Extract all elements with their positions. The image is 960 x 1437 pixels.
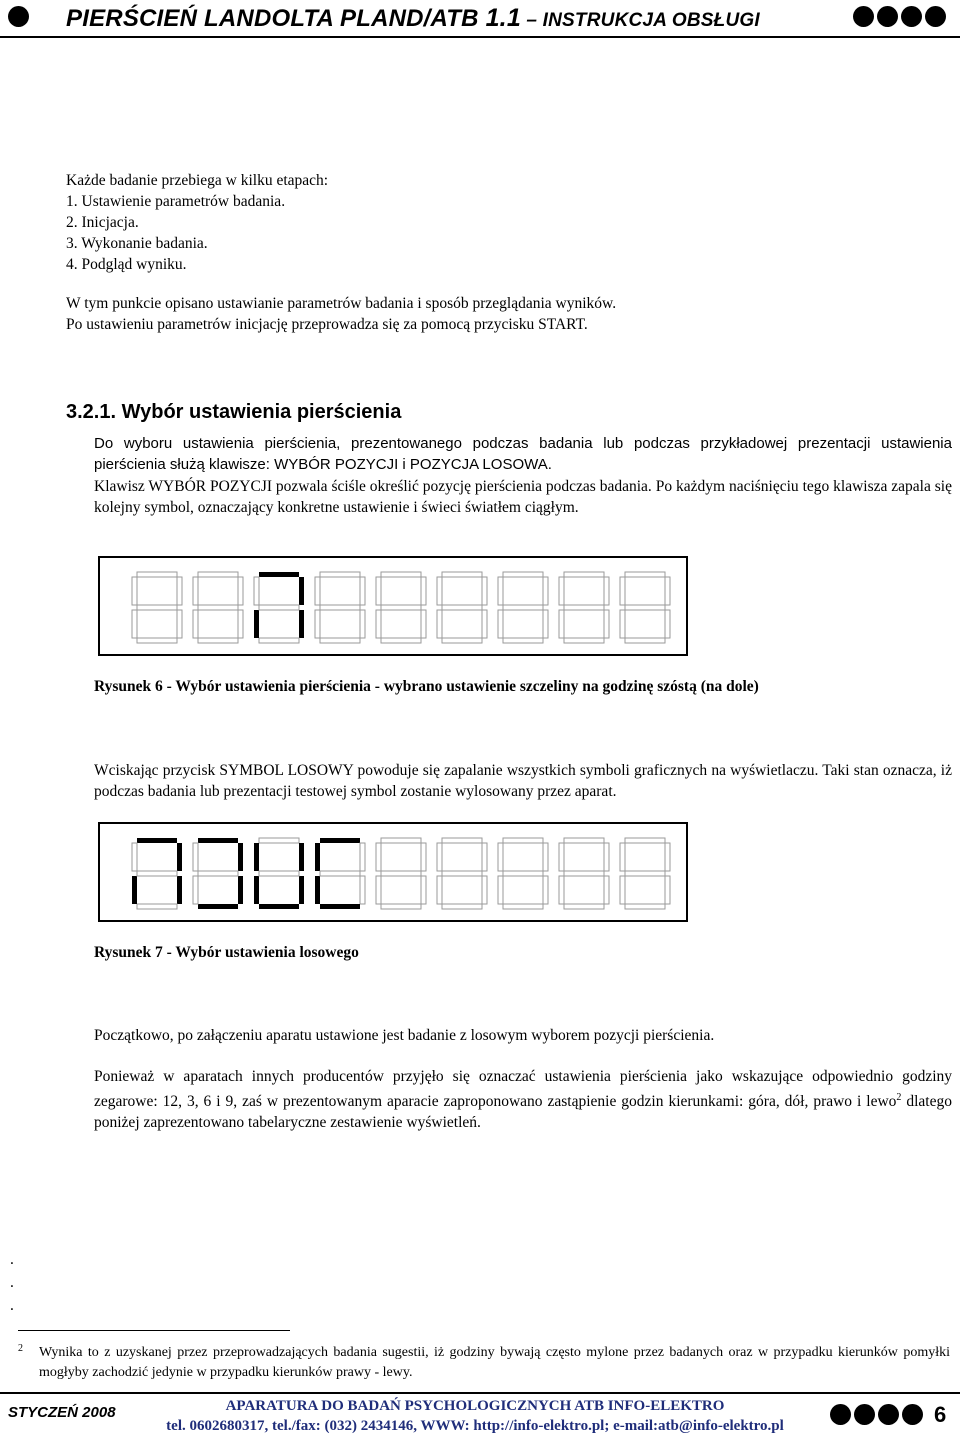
segment-e-off bbox=[498, 876, 503, 904]
segment-g-off bbox=[503, 605, 543, 610]
segment-f-off bbox=[254, 577, 259, 605]
paragraph: Początkowo, po załączeniu aparatu ustawione jest badanie z losowym wyborem pozycji pierścienia. bbox=[94, 1027, 715, 1044]
list-item: 4. Podgląd wyniku. bbox=[66, 256, 187, 273]
segment-g-off bbox=[137, 871, 177, 876]
bullet-icon bbox=[830, 1404, 851, 1425]
segment-a-off bbox=[442, 838, 482, 843]
list-item: 3. Wykonanie badania. bbox=[66, 235, 208, 252]
segment-g-off bbox=[259, 871, 299, 876]
segment-e-lit bbox=[315, 876, 320, 904]
segment-g-off bbox=[198, 605, 238, 610]
segment-g-off bbox=[137, 605, 177, 610]
segment-e-off bbox=[376, 876, 381, 904]
segment-c-off bbox=[604, 610, 609, 638]
section-heading: 3.2.1. Wybór ustawienia pierścienia bbox=[66, 401, 402, 423]
list-item: 1. Ustawienie parametrów badania. bbox=[66, 193, 286, 210]
segment-c-lit bbox=[299, 610, 304, 638]
footnote-text: Wynika to z uzyskanej przez przeprowadzających badania sugestii, iż godziny bywają często mylone przez badanych oraz w przypadku kierunków pomyłki mogłyby zachodzić jedynie w przypadku kierunków prawy - lewy. bbox=[39, 1345, 950, 1380]
paragraph: Po ustawieniu parametrów inicjację przeprowadza się za pomocą przycisku START. bbox=[66, 316, 588, 333]
segment-a-lit bbox=[259, 572, 299, 577]
segment-b-lit bbox=[299, 577, 304, 605]
segment-f-off bbox=[498, 577, 503, 605]
segment-f-off bbox=[620, 843, 625, 871]
footer-date: STYCZEŃ 2008 bbox=[8, 1404, 116, 1421]
footnote bbox=[18, 1343, 950, 1383]
intro-lead: Każde badanie przebiega w kilku etapach: bbox=[66, 172, 329, 189]
display-segments bbox=[100, 558, 686, 654]
segment-a-lit bbox=[137, 838, 177, 843]
document-title bbox=[66, 4, 760, 33]
segment-b-off bbox=[421, 843, 426, 871]
paragraph: Wciskając przycisk SYMBOL LOSOWY powoduje się zapalanie wszystkich symboli graficznych na wyświetlaczu. Taki stan oznacza, iż podczas badania lub prezentacji testowej symbol zostanie wylosowany przez aparat. bbox=[94, 762, 952, 800]
figure-caption: Rysunek 6 - Wybór ustawienia pierścienia - wybrano ustawienie szczeliny na godzinę szóstą (na dole) bbox=[94, 678, 759, 695]
segment-g-off bbox=[442, 871, 482, 876]
title-part: PIERŚCIEŃ LANDOLTA PLAND/ATB bbox=[66, 5, 486, 32]
segment-g-off bbox=[320, 871, 360, 876]
segment-d-off bbox=[503, 904, 543, 909]
segment-f-off bbox=[376, 843, 381, 871]
footnote-mark: 2 bbox=[18, 1343, 23, 1354]
figure-caption: Rysunek 7 - Wybór ustawienia losowego bbox=[94, 944, 359, 961]
segment-g-off bbox=[381, 605, 421, 610]
segment-e-off bbox=[620, 876, 625, 904]
segment-e-lit bbox=[254, 876, 259, 904]
segment-f-off bbox=[437, 577, 442, 605]
segment-b-off bbox=[360, 577, 365, 605]
segment-f-off bbox=[315, 577, 320, 605]
segment-b-off bbox=[665, 577, 670, 605]
segment-d-off bbox=[625, 638, 665, 643]
segment-c-off bbox=[177, 610, 182, 638]
paragraph: Do wyboru ustawienia pierścienia, prezentowanego podczas badania lub podczas przykładowej prezentacji ustawienia pierścienia służą klawisze: WYBÓR POZYCJI i POZYCJA LOSOWA. bbox=[94, 435, 952, 473]
segment-d-lit bbox=[259, 904, 299, 909]
segment-a-off bbox=[625, 838, 665, 843]
segment-d-off bbox=[564, 904, 604, 909]
segment-a-lit bbox=[198, 838, 238, 843]
segment-c-lit bbox=[177, 876, 182, 904]
bullet-icon bbox=[877, 6, 898, 27]
segment-a-off bbox=[381, 838, 421, 843]
segment-e-off bbox=[559, 610, 564, 638]
footnote-ref: 2 bbox=[896, 1092, 902, 1103]
page-number: 6 bbox=[934, 1402, 947, 1427]
segment-a-off bbox=[564, 838, 604, 843]
segment-f-off bbox=[376, 577, 381, 605]
segment-f-off bbox=[620, 577, 625, 605]
seven-segment-display bbox=[98, 822, 688, 922]
segment-g-off bbox=[564, 605, 604, 610]
segment-b-off bbox=[543, 843, 548, 871]
segment-f-off bbox=[559, 577, 564, 605]
segment-f-off bbox=[132, 843, 137, 871]
segment-f-off bbox=[193, 577, 198, 605]
segment-e-off bbox=[132, 610, 137, 638]
segment-c-off bbox=[360, 876, 365, 904]
segment-b-off bbox=[482, 577, 487, 605]
bullet-icon bbox=[8, 6, 29, 27]
bullet-icon bbox=[853, 6, 874, 27]
segment-e-off bbox=[559, 876, 564, 904]
segment-d-off bbox=[137, 638, 177, 643]
segment-c-off bbox=[238, 610, 243, 638]
page-header bbox=[0, 0, 960, 36]
segment-d-off bbox=[381, 638, 421, 643]
segment-c-off bbox=[604, 876, 609, 904]
segment-g-off bbox=[503, 871, 543, 876]
bullet-icon bbox=[925, 6, 946, 27]
segment-a-off bbox=[503, 572, 543, 577]
segment-e-off bbox=[376, 610, 381, 638]
segment-d-lit bbox=[198, 904, 238, 909]
segment-e-off bbox=[437, 876, 442, 904]
paragraph: Klawisz WYBÓR POZYCJI pozwala ściśle określić pozycję pierścienia podczas badania. Po każdym naciśnięciu tego klawisza zapala się kolejny symbol, oznaczający konkretne ustawienie i świeci światłem ciągłym. bbox=[94, 478, 952, 516]
segment-e-off bbox=[498, 610, 503, 638]
segment-g-off bbox=[625, 605, 665, 610]
segment-a-off bbox=[198, 572, 238, 577]
seven-segment-display bbox=[98, 556, 688, 656]
segment-b-off bbox=[360, 843, 365, 871]
segment-a-lit bbox=[320, 838, 360, 843]
segment-b-off bbox=[482, 843, 487, 871]
segment-c-off bbox=[482, 876, 487, 904]
segment-b-off bbox=[421, 577, 426, 605]
segment-g-off bbox=[198, 871, 238, 876]
list-item: 2. Inicjacja. bbox=[66, 214, 139, 231]
segment-b-lit bbox=[177, 843, 182, 871]
segment-c-off bbox=[360, 610, 365, 638]
bullet-icon bbox=[901, 6, 922, 27]
title-version: 1.1 bbox=[485, 4, 521, 32]
segment-d-lit bbox=[320, 904, 360, 909]
segment-a-off bbox=[625, 572, 665, 577]
dot-marker: . bbox=[10, 1274, 14, 1291]
segment-d-off bbox=[442, 638, 482, 643]
segment-g-off bbox=[442, 605, 482, 610]
segment-a-off bbox=[320, 572, 360, 577]
dot-marker: . bbox=[10, 1297, 14, 1314]
footer-company-name: APARATURA DO BADAŃ PSYCHOLOGICZNYCH ATB INFO-ELEKTRO bbox=[225, 1398, 725, 1414]
segment-d-off bbox=[259, 638, 299, 643]
segment-f-off bbox=[498, 843, 503, 871]
segment-e-off bbox=[193, 876, 198, 904]
segment-c-off bbox=[482, 610, 487, 638]
segment-b-off bbox=[238, 577, 243, 605]
segment-c-off bbox=[665, 610, 670, 638]
segment-d-off bbox=[137, 904, 177, 909]
segment-b-off bbox=[665, 843, 670, 871]
segment-e-off bbox=[620, 610, 625, 638]
segment-a-off bbox=[259, 838, 299, 843]
segment-c-off bbox=[543, 610, 548, 638]
segment-e-lit bbox=[132, 876, 137, 904]
header-rule bbox=[0, 36, 960, 38]
segment-c-off bbox=[665, 876, 670, 904]
segment-a-off bbox=[442, 572, 482, 577]
segment-d-off bbox=[381, 904, 421, 909]
segment-a-off bbox=[503, 838, 543, 843]
segment-f-off bbox=[559, 843, 564, 871]
segment-d-off bbox=[564, 638, 604, 643]
segment-g-off bbox=[381, 871, 421, 876]
segment-e-off bbox=[315, 610, 320, 638]
segment-f-lit bbox=[254, 843, 259, 871]
bullet-icon bbox=[854, 1404, 875, 1425]
segment-g-off bbox=[259, 605, 299, 610]
paragraph-text: dlatego poniżej zaprezentowano tabelaryczne zestawienie wyświetleń. bbox=[94, 1093, 952, 1132]
segment-e-off bbox=[193, 610, 198, 638]
footer-company bbox=[150, 1396, 800, 1436]
segment-f-off bbox=[193, 843, 198, 871]
segment-b-lit bbox=[299, 843, 304, 871]
segment-a-off bbox=[381, 572, 421, 577]
segment-d-off bbox=[503, 638, 543, 643]
segment-f-lit bbox=[315, 843, 320, 871]
segment-c-off bbox=[421, 876, 426, 904]
display-segments bbox=[100, 824, 686, 920]
segment-d-off bbox=[198, 638, 238, 643]
footnote-rule bbox=[18, 1330, 290, 1331]
segment-c-lit bbox=[238, 876, 243, 904]
segment-c-lit bbox=[299, 876, 304, 904]
footer-contact: tel. 0602680317, tel./fax: (032) 2434146, WWW: http://info-elektro.pl; e-mail:atb@info-elektro.pl bbox=[166, 1418, 784, 1434]
segment-d-off bbox=[320, 638, 360, 643]
segment-e-off bbox=[437, 610, 442, 638]
bullet-icon bbox=[902, 1404, 923, 1425]
segment-e-lit bbox=[254, 610, 259, 638]
paragraph-text: Ponieważ w aparatach innych producentów przyjęło się oznaczać ustawienia pierścienia jako wskazujące odpowiednio godziny zegarowe: 12, 3, 6 i 9, zaś w prezentowanym aparacie zaproponowano zastąpienie godzin kierunkami: góra, dół, prawo i lewo bbox=[94, 1068, 952, 1111]
segment-g-off bbox=[564, 871, 604, 876]
segment-a-off bbox=[564, 572, 604, 577]
segment-g-off bbox=[625, 871, 665, 876]
segment-f-off bbox=[132, 577, 137, 605]
segment-g-off bbox=[320, 605, 360, 610]
paragraph: W tym punkcie opisano ustawianie parametrów badania i sposób przeglądania wyników. bbox=[66, 295, 617, 312]
bullet-icon bbox=[878, 1404, 899, 1425]
segment-b-off bbox=[177, 577, 182, 605]
segment-d-off bbox=[625, 904, 665, 909]
footer-rule bbox=[0, 1392, 960, 1394]
title-subtitle: – INSTRUKCJA OBSŁUGI bbox=[520, 10, 760, 31]
segment-b-off bbox=[543, 577, 548, 605]
segment-c-off bbox=[421, 610, 426, 638]
dot-marker: . bbox=[10, 1251, 14, 1268]
segment-b-off bbox=[604, 843, 609, 871]
segment-a-off bbox=[137, 572, 177, 577]
segment-d-off bbox=[442, 904, 482, 909]
paragraph bbox=[94, 1066, 952, 1133]
segment-f-off bbox=[437, 843, 442, 871]
segment-b-lit bbox=[238, 843, 243, 871]
segment-b-off bbox=[604, 577, 609, 605]
segment-c-off bbox=[543, 876, 548, 904]
